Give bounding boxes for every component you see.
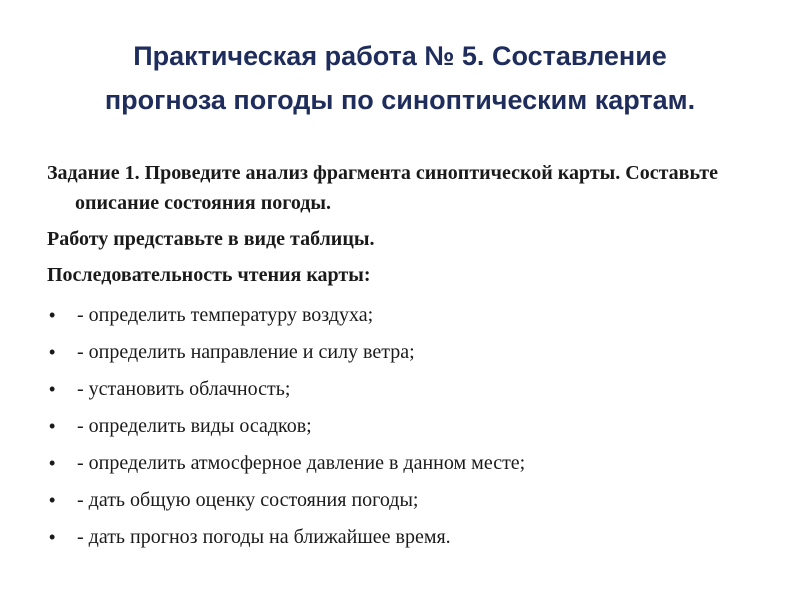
bullet-icon: •: [49, 527, 56, 547]
step-text: - установить облачность;: [77, 378, 291, 400]
bullet-icon: •: [49, 453, 56, 473]
slide-title: [20, 34, 780, 122]
list-item: [47, 411, 767, 441]
sequence-heading: Последовательность чтения карты:: [47, 264, 371, 286]
slide-content: [47, 158, 767, 559]
step-text: - определить направление и силу ветра;: [77, 341, 415, 363]
step-text: - определить атмосферное давление в данном месте;: [77, 452, 526, 474]
list-item: [47, 522, 767, 552]
steps-list: [47, 300, 767, 552]
bullet-icon: •: [49, 305, 56, 325]
step-text: - дать прогноз погоды на ближайшее время.: [77, 526, 451, 548]
list-item: [47, 448, 767, 478]
list-item: [47, 337, 767, 367]
bullet-icon: •: [49, 490, 56, 510]
list-item: [47, 485, 767, 515]
bullet-icon: •: [49, 379, 56, 399]
title-line-1: Практическая работа № 5. Составление: [133, 41, 667, 71]
list-item: [47, 300, 767, 330]
task-text: Задание 1. Проведите анализ фрагмента синоптической карты. Составьте описание состояния погоды.: [47, 162, 718, 214]
bullet-icon: •: [49, 342, 56, 362]
title-line-2: прогноза погоды по синоптическим картам.: [104, 85, 696, 115]
step-text: - определить температуру воздуха;: [77, 304, 374, 326]
bullet-icon: •: [49, 416, 56, 436]
format-text: Работу представьте в виде таблицы.: [47, 228, 375, 250]
step-text: - дать общую оценку состояния погоды;: [77, 489, 419, 511]
step-text: - определить виды осадков;: [77, 415, 312, 437]
list-item: [47, 374, 767, 404]
